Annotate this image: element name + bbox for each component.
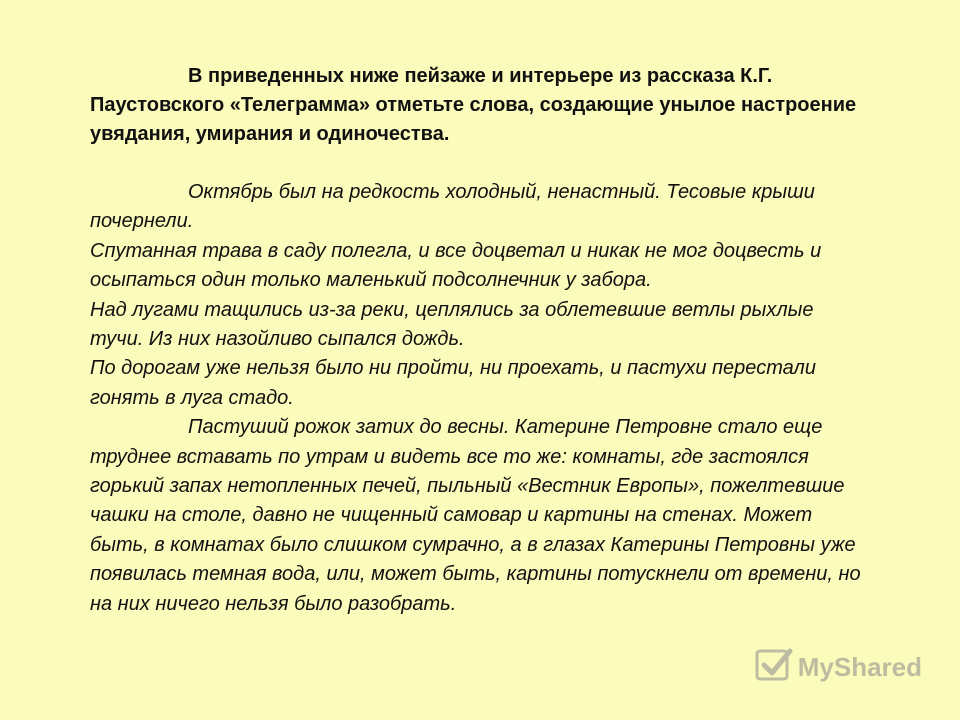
watermark-text: MyShared (797, 652, 922, 682)
text-passage (90, 178, 870, 619)
slide-content (90, 62, 870, 619)
passage-paragraph-5: Пастуший рожок затих до весны. Катерине Петровне стало еще труднее вставать по утрам и видеть все то же: комнаты, где застоялся горький запах нетопленных печей, пыльный «Вестник Европы», пожелтевшие чашки на столе, давно не чищенный самовар и картины на стенах. Может быть, в комнатах было слишком сумрачно, а в глазах Катерины Петровны уже появилась темная вода, или, может быть, картины потускнели от времени, но на них ничего нельзя было разобрать. (90, 416, 861, 615)
passage-paragraph-1: Октябрь был на редкость холодный, ненастный. Тесовые крыши почернели. (90, 181, 815, 233)
passage-paragraph-4: По дорогам уже нельзя было ни пройти, ни проехать, и пастухи перестали гонять в луга стадо. (90, 357, 816, 409)
myshared-logo-icon (754, 645, 794, 690)
passage-paragraph-3: Над лугами тащились из-за реки, цеплялись за облетевшие ветлы рыхлые тучи. Из них назойливо сыпался дождь. (90, 298, 814, 351)
watermark (754, 645, 922, 690)
task-instruction: В приведенных ниже пейзаже и интерьере из рассказа К.Г. Паустовского «Телеграмма» отметьте слова, создающие унылое настроение увядания, умирания и одиночества. (90, 65, 857, 145)
passage-paragraph-2: Спутанная трава в саду полегла, и все доцветал и никак не мог доцвесть и осыпаться один только маленький подсолнечник у забора. (90, 239, 822, 292)
